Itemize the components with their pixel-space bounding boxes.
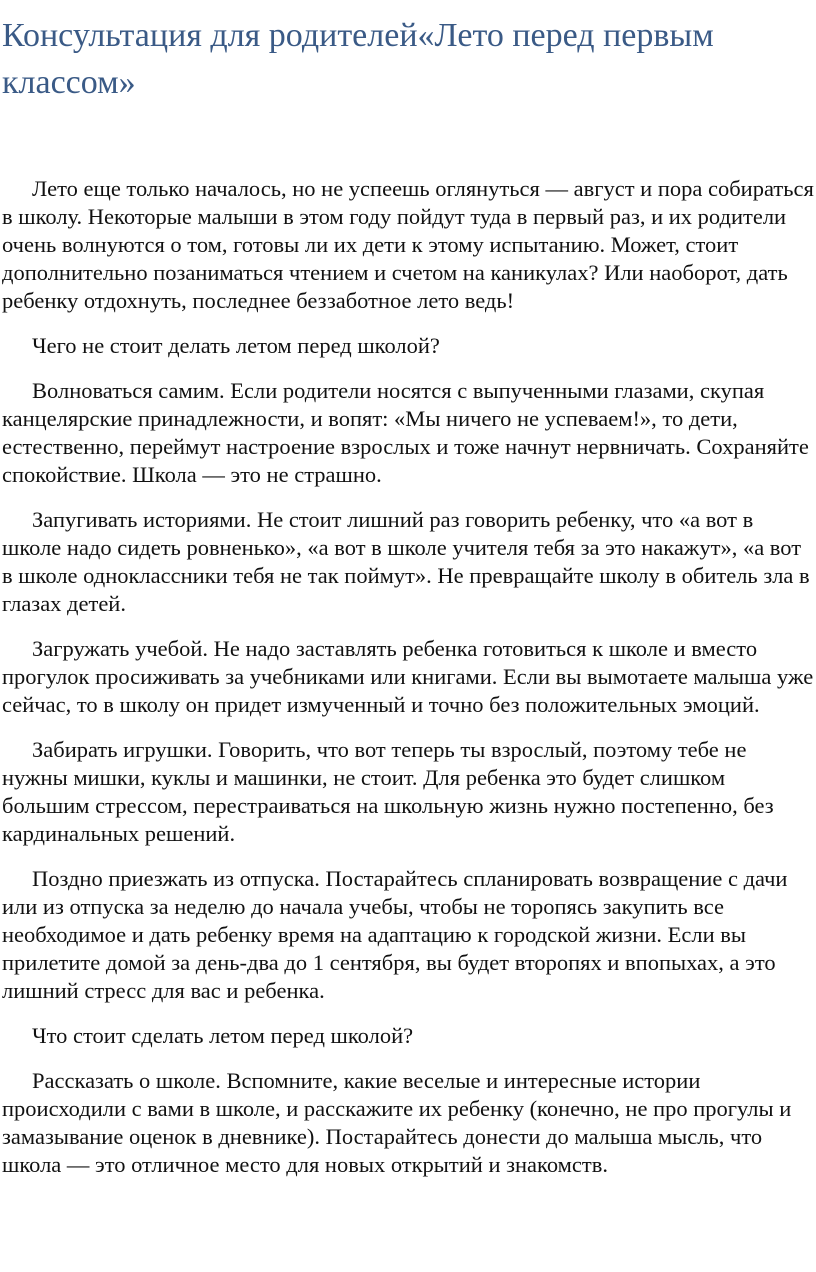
paragraph-heading-do: Что стоит сделать летом перед школой? (32, 1023, 414, 1048)
paragraph-worry: Волноваться самим. Если родители носятся с выпученными глазами, скупая канцелярские принадлежности, и вопят: «Мы ничего не успеваем!», то дети, естественно, переймут настроение взрослых и тоже начнут нервничать. Сохраняйте спокойствие. Школа — это не страшно. (2, 378, 809, 487)
paragraph-late-return: Поздно приезжать из отпуска. Постарайтесь спланировать возвращение с дачи или из отпуска за неделю до начала учебы, чтобы не торопясь закупить все необходимое и дать ребенку время на адаптацию к городской жизни. Если вы прилетите домой за день-два до 1 сентября, вы будет второпях и впопыхах, а это лишний стресс для вас и ребенка. (2, 866, 788, 1003)
paragraph-intro: Лето еще только началось, но не успеешь оглянуться — август и пора собираться в школу. Некоторые малыши в этом году пойдут туда в первый раз, и их родители очень волнуются о том, готовы ли их дети к этому испытанию. Может, стоит дополнительно позаниматься чтением и счетом на каникулах? Или наоборот, дать ребенку отдохнуть, последнее беззаботное лето ведь! (2, 176, 814, 313)
document-title: Консультация для родителей«Лето перед первым классом» (2, 17, 714, 101)
paragraph-scare: Запугивать историями. Не стоит лишний раз говорить ребенку, что «а вот в школе надо сидеть ровненько», «а вот в школе учителя тебя за это накажут», «а вот в школе одноклассники тебя не так поймут». Не превращайте школу в обитель зла в глазах детей. (2, 507, 810, 616)
paragraph-toys: Забирать игрушки. Говорить, что вот теперь ты взрослый, поэтому тебе не нужны мишки, куклы и машинки, не стоит. Для ребенка это будет слишком большим стрессом, перестраиваться на школьную жизнь нужно постепенно, без кардинальных решений. (2, 737, 774, 846)
paragraph-heading-dont: Чего не стоит делать летом перед школой? (32, 333, 440, 358)
document-body (2, 175, 814, 1196)
paragraph-study-load: Загружать учебой. Не надо заставлять ребенка готовиться к школе и вместо прогулок просиживать за учебниками или книгами. Если вы вымотаете малыша уже сейчас, то в школу он придет измученный и точно без положительных эмоций. (2, 636, 814, 717)
paragraph-tell-about-school: Рассказать о школе. Вспомните, какие веселые и интересные истории происходили с вами в школе, и расскажите их ребенку (конечно, не про прогулы и замазывание оценок в дневнике). Постарайтесь донести до малыша мысль, что школа — это отличное место для новых открытий и знакомств. (2, 1068, 792, 1177)
